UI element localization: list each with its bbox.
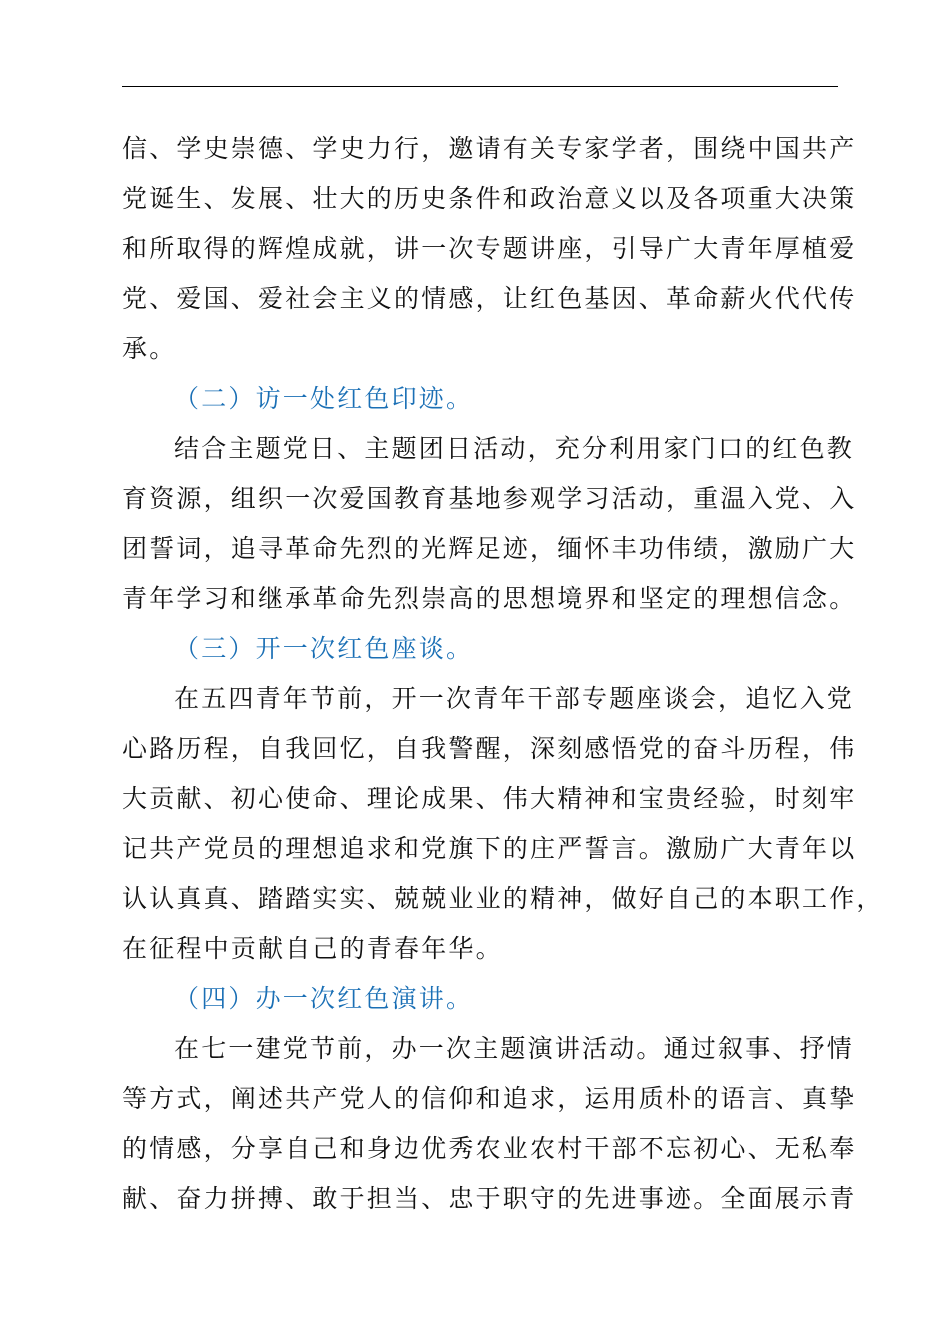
- paragraph-line: 信、学史崇德、学史力行，邀请有关专家学者，围绕中国共产: [122, 134, 857, 163]
- paragraph-line: 团誓词，追寻革命先烈的光辉足迹，缅怀丰功伟绩，激励广大: [122, 534, 857, 563]
- paragraph-line: 在征程中贡献自己的青春年华。: [122, 934, 503, 963]
- paragraph-line: 青年学习和继承革命先烈崇高的思想境界和坚定的理想信念。: [122, 584, 857, 613]
- section-heading: （三）开一次红色座谈。: [174, 634, 474, 663]
- paragraph-line: 结合主题党日、主题团日活动，充分利用家门口的红色教: [174, 434, 855, 463]
- paragraph-line: 在五四青年节前，开一次青年干部专题座谈会，追忆入党: [174, 684, 855, 713]
- paragraph-line: 认认真真、踏踏实实、兢兢业业的精神，做好自己的本职工作，: [122, 884, 884, 913]
- paragraph-line: 党诞生、发展、壮大的历史条件和政治意义以及各项重大决策: [122, 184, 857, 213]
- paragraph-line: 献、奋力拼搏、敢于担当、忠于职守的先进事迹。全面展示青: [122, 1184, 857, 1213]
- section-heading: （二）访一处红色印迹。: [174, 384, 474, 413]
- paragraph-line: 心路历程，自我回忆，自我警醒，深刻感悟党的奋斗历程，伟: [122, 734, 857, 763]
- paragraph-line: 的情感，分享自己和身边优秀农业农村干部不忘初心、无私奉: [122, 1134, 857, 1163]
- paragraph-line: 等方式，阐述共产党人的信仰和追求，运用质朴的语言、真挚: [122, 1084, 857, 1113]
- paragraph-line: 承。: [122, 334, 177, 363]
- paragraph-line: 大贡献、初心使命、理论成果、伟大精神和宝贵经验，时刻牢: [122, 784, 857, 813]
- paragraph-line: 和所取得的辉煌成就，讲一次专题讲座，引导广大青年厚植爱: [122, 234, 857, 263]
- paragraph-line: 记共产党员的理想追求和党旗下的庄严誓言。激励广大青年以: [122, 834, 857, 863]
- section-heading: （四）办一次红色演讲。: [174, 984, 474, 1013]
- paragraph-line: 育资源，组织一次爱国教育基地参观学习活动，重温入党、入: [122, 484, 857, 513]
- document-body: [122, 124, 884, 1224]
- paragraph-line: 在七一建党节前，办一次主题演讲活动。通过叙事、抒情: [174, 1034, 855, 1063]
- header-rule: [122, 86, 838, 87]
- paragraph-line: 党、爱国、爱社会主义的情感，让红色基因、革命薪火代代传: [122, 284, 857, 313]
